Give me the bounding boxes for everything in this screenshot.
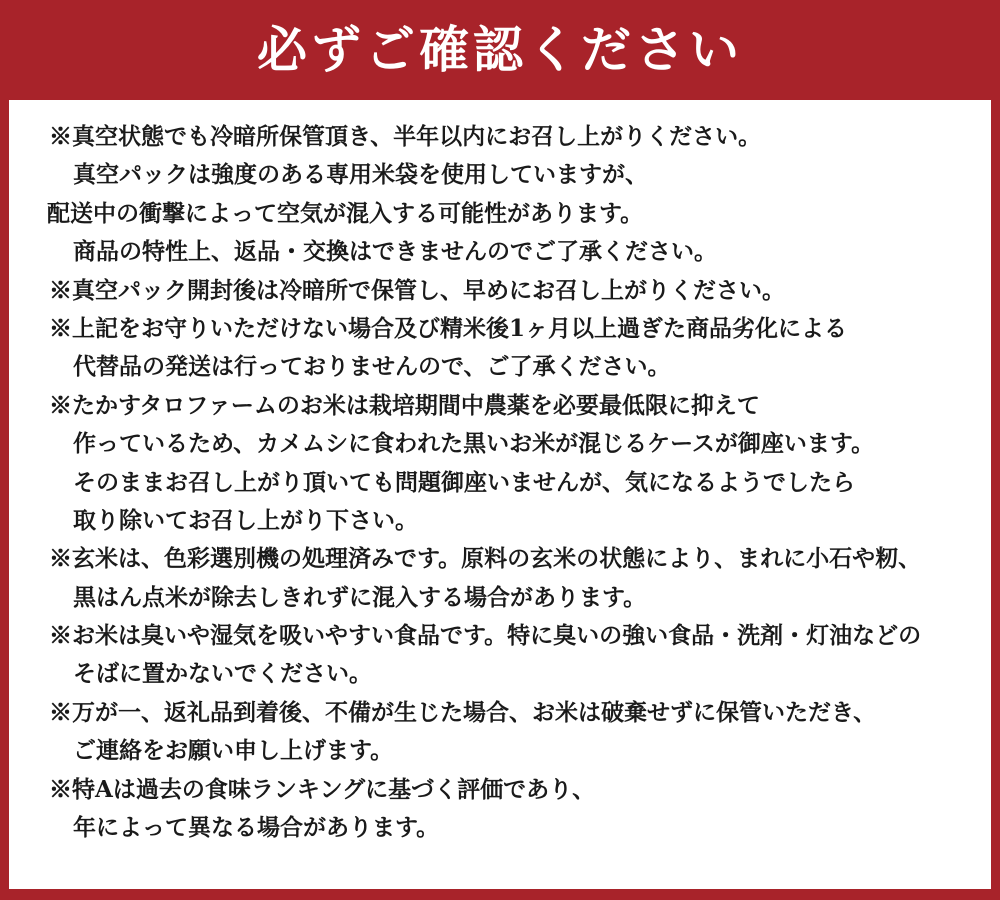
notice-line: ※特Aは過去の食味ランキングに基づく評価であり、 [49, 775, 596, 803]
notice-line: そのままお召し上がり頂いても問題御座いませんが、気になるようでしたら [73, 468, 855, 496]
notice-line: ※玄米は、色彩選別機の処理済みです。原料の玄米の状態により、まれに小石や籾、 [49, 545, 922, 573]
notice-line: 配送中の衝撃によって空気が混入する可能性があります。 [47, 199, 644, 227]
notice-line: ※たかすタロファームのお米は栽培期間中農薬を必要最低限に抑えて [49, 391, 760, 419]
notice-panel [9, 100, 991, 889]
notice-line: 作っているため、カメムシに食われた黒いお米が混じるケースが御座います。 [73, 430, 875, 458]
notice-line: そばに置かないでください。 [73, 660, 372, 688]
notice-line: 代替品の発送は行っておりませんので、ご了承ください。 [73, 353, 671, 381]
notice-line: ※お米は臭いや湿気を吸いやすい食品です。特に臭いの強い食品・洗剤・灯油などの [49, 622, 922, 650]
notice-line: 真空パックは強度のある専用米袋を使用していますが、 [73, 161, 648, 189]
notice-line: ご連絡をお願い申し上げます。 [73, 737, 394, 765]
notice-line: 年によって異なる場合があります。 [73, 814, 440, 842]
notice-line: ※真空パック開封後は冷暗所で保管し、早めにお召し上がりください。 [49, 276, 785, 304]
notice-line: 黒はん点米が除去しきれずに混入する場合があります。 [73, 583, 647, 611]
header-band [0, 0, 1000, 100]
notice-line: 商品の特性上、返品・交換はできませんのでご了承ください。 [73, 238, 717, 266]
notice-line: 取り除いてお召し上がり下さい。 [73, 506, 418, 534]
page-title: 必ずご確認ください [257, 21, 743, 79]
notice-line: ※上記をお守りいただけない場合及び精米後1ヶ月以上過ぎた商品劣化による [49, 314, 848, 342]
notice-line: ※真空状態でも冷暗所保管頂き、半年以内にお召し上がりください。 [49, 123, 762, 150]
notice-line: ※万が一、返礼品到着後、不備が生じた場合、お米は破棄せずに保管いただき、 [49, 698, 877, 726]
notice-list [9, 118, 991, 847]
